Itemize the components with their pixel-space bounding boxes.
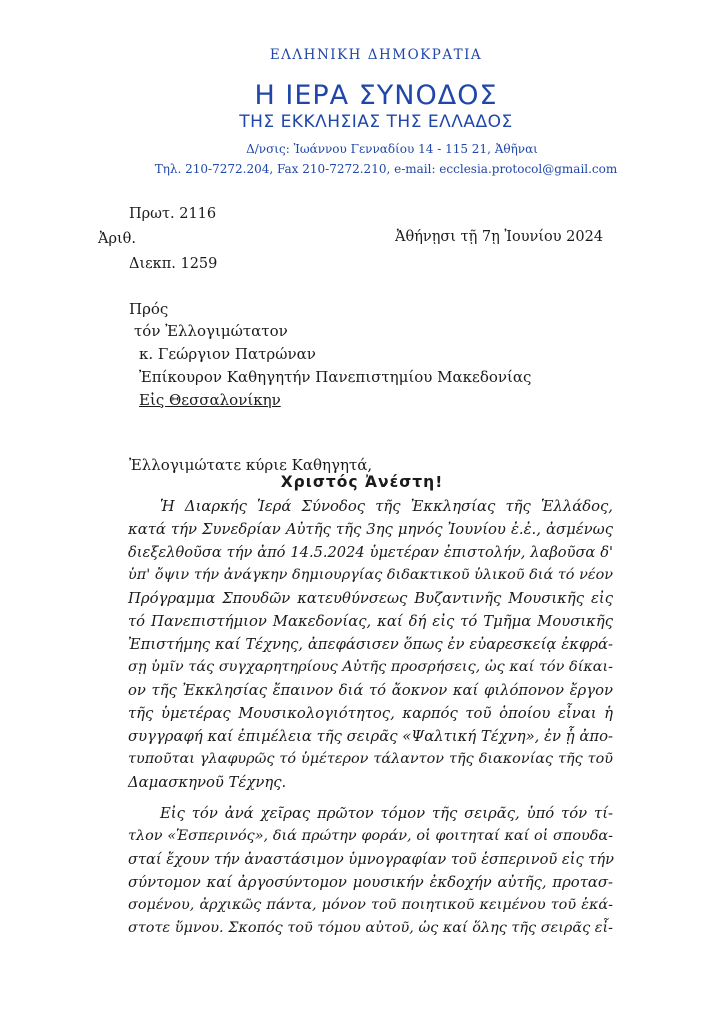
body-line: ον τῆς Ἐκκλησίας ἔπαινον διά τό ἄοκνον καί φιλόπονον ἔργον	[128, 682, 613, 699]
letterhead-address: Δ/νσις: Ἰωάννου Γενναδίου 14 - 115 21, Ἀθῆναι	[246, 142, 538, 156]
salutation: Ἐλλογιμώτατε κύριε Καθηγητά,	[129, 456, 373, 474]
recipient-city: Εἰς Θεσσαλονίκην	[139, 391, 281, 409]
body-line: σταί ἔχουν τήν ἀναστάσιμον ὑμνογραφίαν τοῦ ἑσπερινοῦ εἰς τήν	[128, 851, 614, 868]
recipient-honorific: τόν Ἐλλογιμώτατον	[134, 322, 288, 340]
body-line: ὑπ' ὄψιν τήν ἀνάγκην δημιουργίας διδακτικοῦ ὑλικοῦ διά τό νέον	[128, 567, 613, 583]
body-line: τό Πανεπιστήμιον Μακεδονίας, καί δή εἰς τό Τμῆμα Μουσικῆς	[128, 613, 613, 630]
letterhead-contact: Τηλ. 210-7272.204, Fax 210-7272.210, e-mail: ecclesia.protocol@gmail.com	[154, 162, 618, 176]
body-line: κατά τήν Συνεδρίαν Αὐτῆς τῆς 3ης μηνός Ἰουνίου ἐ.ἐ., ἀσμένως	[128, 521, 613, 538]
body-line: στοτε ὕμνου. Σκοπός τοῦ τόμου αὐτοῦ, ὡς καί ὅλης τῆς σειρᾶς εἶ-	[128, 920, 613, 936]
recipient-position: Ἐπίκουρον Καθηγητήν Πανεπιστημίου Μακεδονίας	[139, 368, 532, 386]
dispatch-number: Διεκπ. 1259	[129, 256, 218, 272]
body-line: σομένου, ἀρχικῶς πάντα, μόνον τοῦ ποιητικοῦ κειμένου τοῦ ἑκά-	[128, 897, 613, 913]
letterhead-subtitle: ΤΗΣ ΕΚΚΛΗΣΙΑΣ ΤΗΣ ΕΛΛΑΔΟΣ	[239, 112, 513, 132]
body-line: σύντομον καί ἀργοσύντομον μουσικήν ἐκδοχήν αὐτῆς, προτασ-	[128, 874, 613, 891]
body-line: τυποῦται γλαφυρῶς τό ὑμέτερον τάλαντον τῆς διακονίας τῆς τοῦ	[128, 751, 613, 767]
number-label: Ἀριθ.	[98, 231, 137, 247]
easter-greeting: Χριστός Ἀνέστη!	[280, 473, 444, 491]
body-line: διεξελθοῦσα τήν ἀπό 14.5.2024 ὑμετέραν ἐπιστολήν, λαβοῦσα δ'	[128, 544, 613, 561]
letterhead-title: Η ΙΕΡΑ ΣΥΝΟΔΟΣ	[254, 80, 498, 111]
body-line: Ἐπιστήμης καί Τέχνης, ἀπεφάσισεν ὅπως ἐν εὐαρεσκείᾳ ἐκφρά-	[128, 636, 613, 653]
body-line: τλον «Ἑσπερινός», διά πρώτην φοράν, οἱ φοιτηταί καί οἱ σπουδα-	[128, 828, 613, 844]
body-line: Πρόγραμμα Σπουδῶν κατευθύνσεως Βυζαντινῆς Μουσικῆς εἰς	[128, 590, 613, 607]
body-line: συγγραφή καί ἐπιμέλεια τῆς σειρᾶς «Ψαλτική Τέχνη», ἐν ᾗ ἀπο-	[128, 728, 613, 745]
body-line: τῆς ὑμετέρας Μουσικολογιότητος, καρπός τοῦ ὁποίου εἶναι ἡ	[128, 705, 613, 722]
recipient-name: κ. Γεώργιον Πατρώναν	[139, 345, 316, 363]
protocol-number: Πρωτ. 2116	[129, 206, 217, 222]
letterhead-republic: ΕΛΛΗΝΙΚΗ ΔΗΜΟΚΡΑΤΙΑ	[269, 47, 483, 63]
recipient-to: Πρός	[129, 300, 169, 318]
body-line: σῃ ὑμῖν τάς συγχαρητηρίους Αὐτῆς προσρήσεις, ὡς καί τόν δίκαι-	[128, 659, 613, 675]
body-line: Ἡ Διαρκής Ἱερά Σύνοδος τῆς Ἐκκλησίας τῆς Ἑλλάδος,	[160, 498, 613, 515]
body-line: Δαμασκηνοῦ Τέχνης.	[128, 774, 287, 791]
letter-date: Ἀθήνῃσι τῇ 7ῃ Ἰουνίου 2024	[395, 229, 604, 245]
body-line: Εἰς τόν ἀνά χεῖρας πρῶτον τόμον τῆς σειρᾶς, ὑπό τόν τί-	[160, 805, 613, 822]
